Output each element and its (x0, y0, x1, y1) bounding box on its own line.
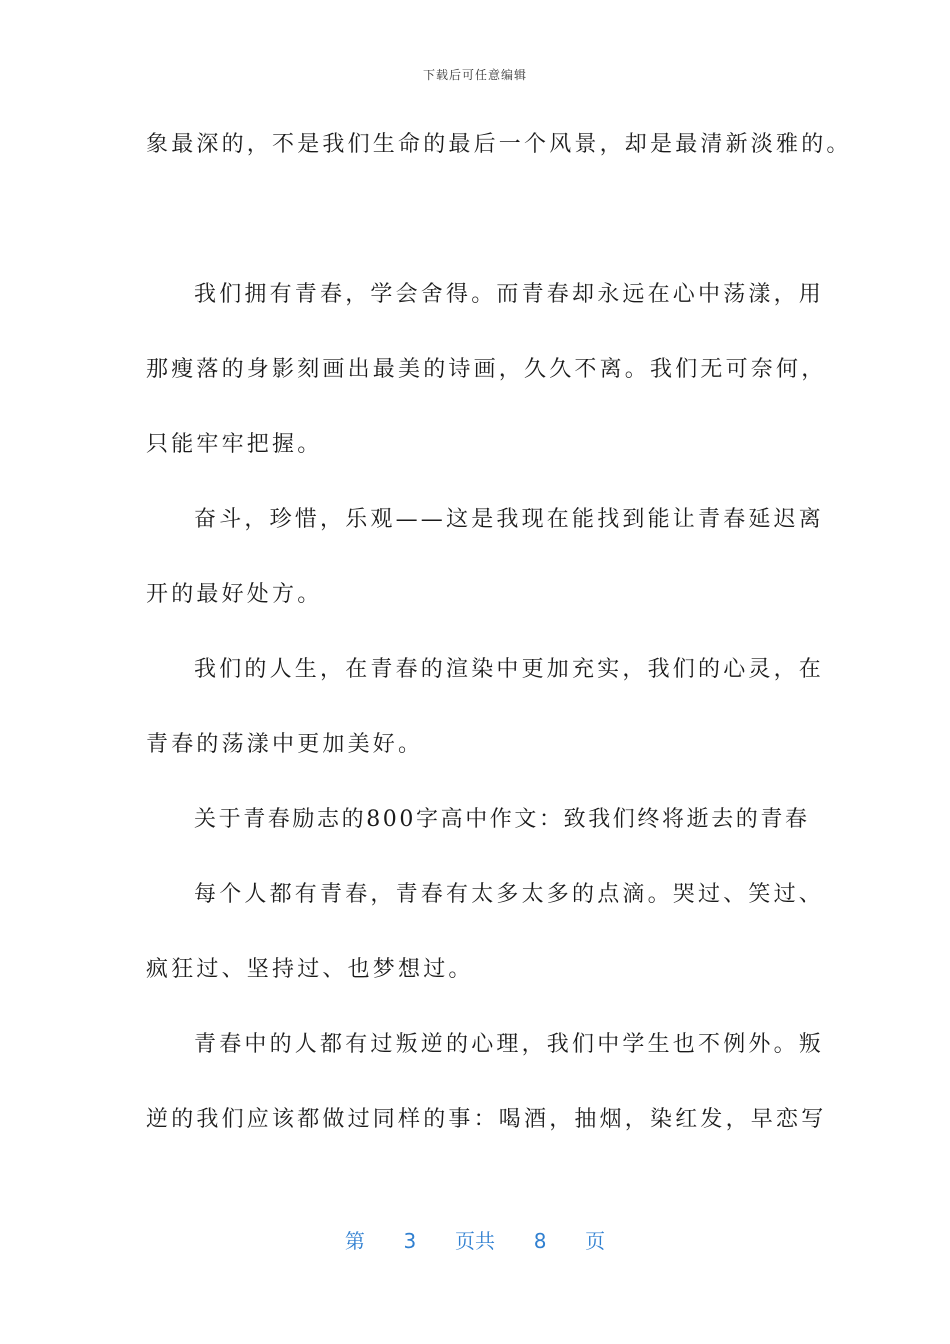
footer-prefix: 第 (344, 1229, 365, 1253)
body-line: 每个人都有青春，青春有太多太多的点滴。哭过、笑过、 (194, 882, 825, 907)
body-line: 只能牢牢把握。 (146, 432, 323, 457)
body-line: 象最深的，不是我们生命的最后一个风景，却是最清新淡雅的。 (146, 132, 852, 157)
page-number-footer (0, 1225, 950, 1254)
header-note: 下载后可任意编辑 (422, 68, 527, 82)
body-line: 疯狂过、坚持过、也梦想过。 (146, 957, 474, 982)
body-line: 我们拥有青春，学会舍得。而青春却永远在心中荡漾，用 (194, 282, 825, 307)
body-line: 青春的荡漾中更加美好。 (146, 732, 424, 757)
body-line: 开的最好处方。 (146, 582, 323, 607)
body-line: 逆的我们应该都做过同样的事：喝酒，抽烟，染红发，早恋写 (146, 1107, 827, 1132)
body-line: 那瘦落的身影刻画出最美的诗画，久久不离。我们无可奈何， (146, 357, 827, 382)
body-line: 我们的人生，在青春的渲染中更加充实，我们的心灵，在 (194, 657, 825, 682)
body-line: 奋斗，珍惜，乐观——这是我现在能找到能让青春延迟离 (194, 507, 825, 532)
current-page-number: 3 (403, 1229, 417, 1253)
total-pages-number: 8 (533, 1229, 547, 1253)
footer-middle: 页共 (455, 1229, 495, 1253)
section-heading: 关于青春励志的800字高中作文：致我们终将逝去的青春 (194, 807, 810, 832)
footer-suffix: 页 (585, 1229, 606, 1253)
body-line: 青春中的人都有过叛逆的心理，我们中学生也不例外。叛 (194, 1032, 825, 1057)
